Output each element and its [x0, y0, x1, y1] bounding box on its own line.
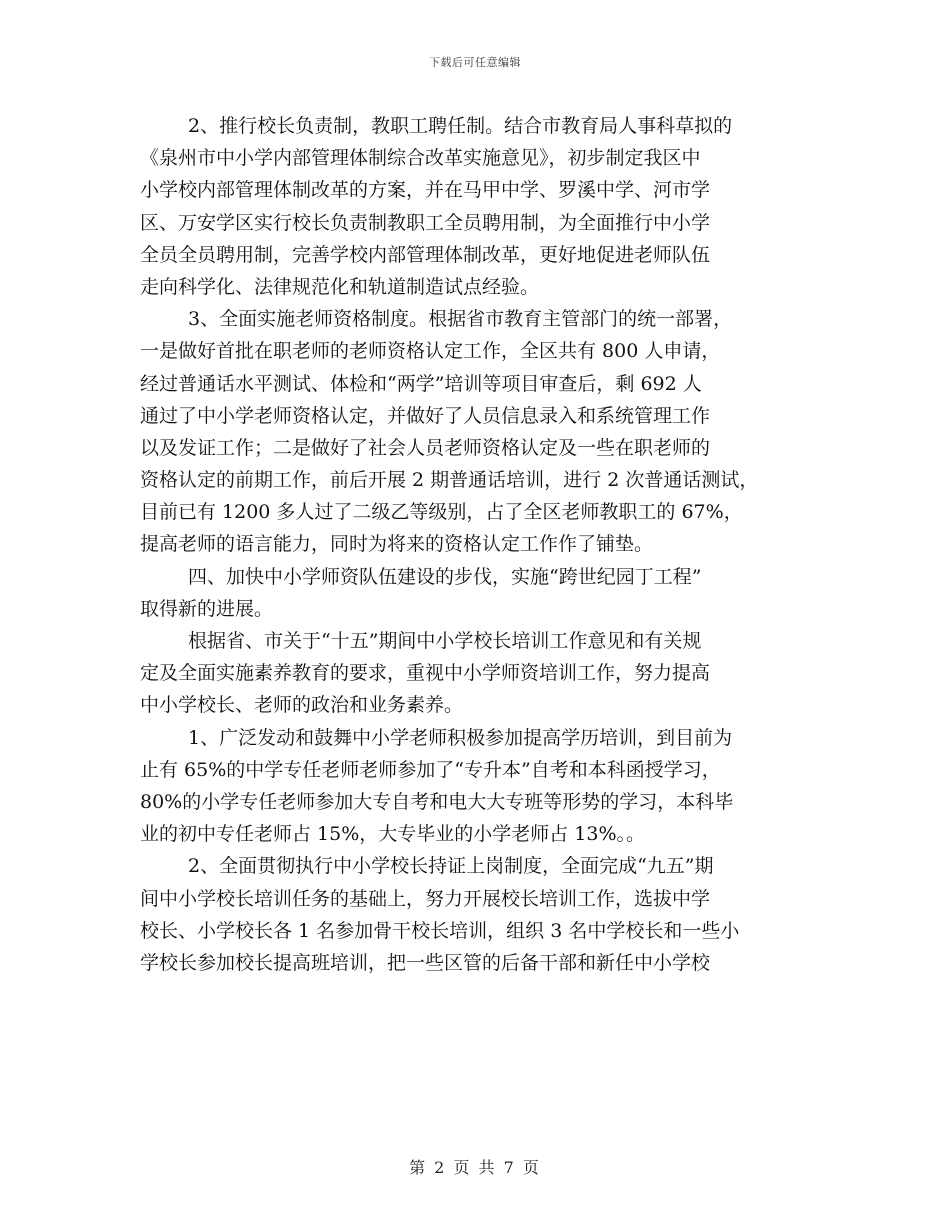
text-line: 一是做好首批在职老师的老师资格认定工作，全区共有 800 人申请，	[140, 340, 721, 363]
text-line: 2、全面贯彻执行中小学校长持证上岗制度，全面完成“九五”期	[188, 855, 714, 878]
text-line: 业的初中专任老师占 15%，大专毕业的小学老师占 13%。。	[140, 823, 646, 846]
page-header: 下载后可任意编辑	[429, 56, 521, 69]
text-line: 3、全面实施老师资格制度。根据省市教育主管部门的统一部署，	[188, 308, 733, 331]
text-line: 中小学校长、老师的政治和业务素养。	[140, 694, 464, 717]
text-line: 校长、小学校长各 1 名参加骨干校长培训，组织 3 名中学校长和一些小	[140, 919, 740, 942]
text-line: 通过了中小学老师资格认定，并做好了人员信息录入和系统管理工作	[140, 404, 711, 427]
text-line: 根据省、市关于“十五”期间中小学校长培训工作意见和有关规	[188, 630, 702, 652]
text-line: 全员全员聘用制，完善学校内部管理体制改革，更好地促进老师队伍	[140, 243, 711, 266]
document-body	[140, 110, 830, 979]
text-line: 1、广泛发动和鼓舞中小学老师积极参加提高学历培训，到目前为	[188, 726, 733, 749]
text-line: 间中小学校长培训任务的基础上，努力开展校长培训工作，选拔中学	[140, 887, 711, 910]
text-line: 经过普通话水平测试、体检和“两学”培训等项目审查后，剩 692 人	[140, 372, 702, 395]
text-line: 目前已有 1200 多人过了二级乙等级别，占了全区老师教职工的 67%，	[140, 501, 743, 524]
text-line: 小学校内部管理体制改革的方案，并在马甲中学、罗溪中学、河市学	[140, 179, 711, 202]
page-number-footer: 第 2 页 共 7 页	[409, 1158, 541, 1177]
text-line: 走向科学化、法律规范化和轨道制造试点经验。	[140, 275, 540, 298]
text-line: 2、推行校长负责制，教职工聘任制。结合市教育局人事科草拟的	[188, 115, 733, 137]
text-line: 以及发证工作；二是做好了社会人员老师资格认定及一些在职老师的	[140, 436, 711, 459]
text-line: 80%的小学专任老师参加大专自考和电大大专班等形势的学习，本科毕	[140, 790, 734, 813]
text-line: 四、加快中小学师资队伍建设的步伐，实施“跨世纪园丁工程”	[188, 565, 702, 588]
text-line: 资格认定的前期工作，前后开展 2 期普通话培训，进行 2 次普通话测试，	[140, 469, 759, 492]
text-line: 止有 65%的中学专任老师老师参加了“专升本”自考和本科函授学习，	[140, 758, 721, 781]
text-line: 取得新的进展。	[140, 597, 274, 620]
text-line: 定及全面实施素养教育的要求，重视中小学师资培训工作，努力提高	[140, 662, 711, 685]
text-line: 《泉州市中小学内部管理体制综合改革实施意见》，初步制定我区中	[140, 147, 701, 170]
text-line: 学校长参加校长提高班培训，把一些区管的后备干部和新任中小学校	[140, 951, 711, 974]
text-line: 区、万安学区实行校长负责制教职工全员聘用制，为全面推行中小学	[140, 211, 711, 234]
text-line: 提高老师的语言能力，同时为将来的资格认定工作作了铺垫。	[140, 533, 654, 556]
